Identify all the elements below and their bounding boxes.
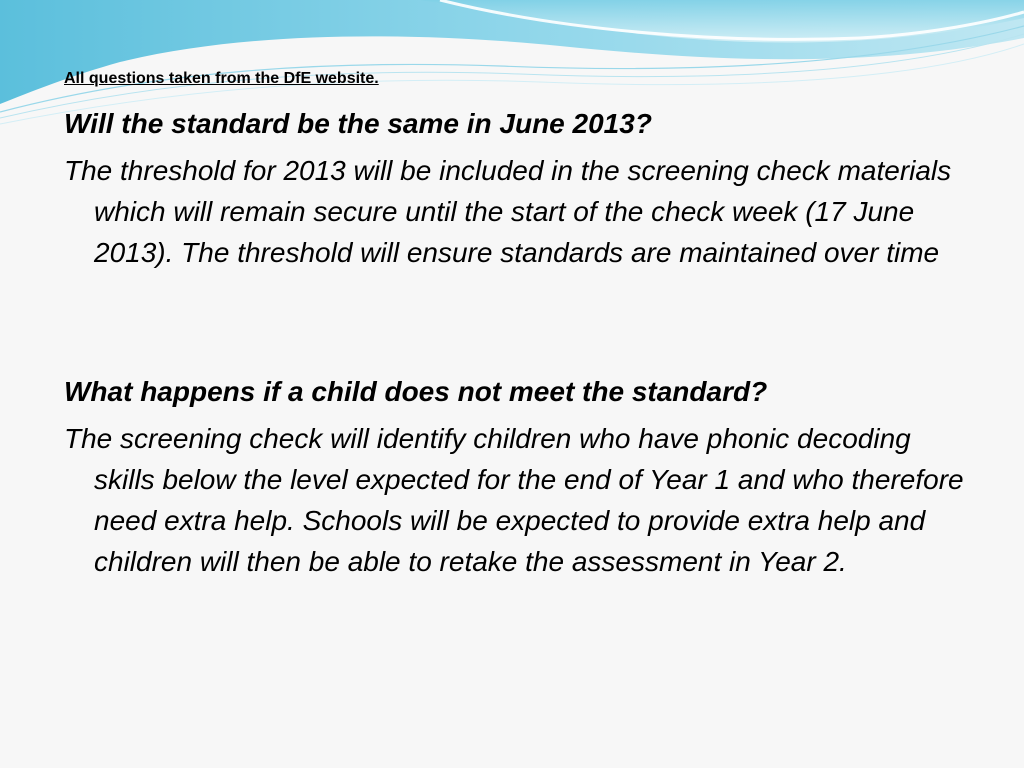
question-heading: What happens if a child does not meet the standard? (64, 376, 768, 407)
qa-block-standard-2013 (64, 104, 964, 273)
answer-text: The screening check will identify children who have phonic decoding skills below the level expected for the end of Year 1 and who therefore need extra help. Schools will be expected to provide extra help and children will then be able to retake the assessment in Year 2. (64, 423, 964, 577)
qa-block-child-not-meeting-standard (64, 372, 964, 582)
question-heading: Will the standard be the same in June 2013? (64, 108, 652, 139)
source-note: All questions taken from the DfE website. (64, 70, 379, 87)
answer-text: The threshold for 2013 will be included in the screening check materials which will remain secure until the start of the check week (17 June 2013). The threshold will ensure standards are maintained over time (64, 155, 952, 268)
